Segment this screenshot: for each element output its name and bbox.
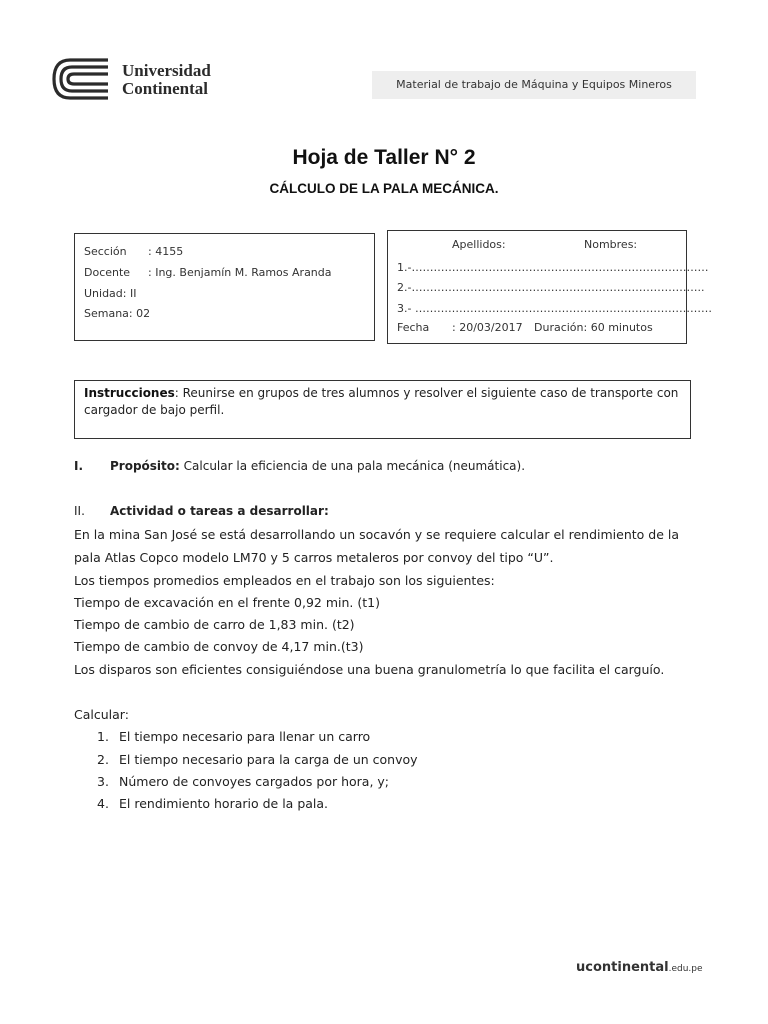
logo-text xyxy=(122,62,211,98)
logo-line1: Universidad xyxy=(122,61,211,80)
calcular-label: Calcular: xyxy=(74,707,129,722)
section2-number: II. xyxy=(74,504,85,518)
calc-item-text: Número de convoyes cargados por hora, y; xyxy=(119,774,390,789)
instructions-box xyxy=(74,380,691,439)
section2-label: Actividad o tareas a desarrollar: xyxy=(110,504,329,518)
calc-item-text: El tiempo necesario para la carga de un convoy xyxy=(119,752,418,767)
students-info-box xyxy=(387,230,712,344)
duracion: Duración: 60 minutos xyxy=(534,321,653,334)
paragraph-line: Los tiempos promedios empleados en el trabajo son los siguientes: xyxy=(74,573,495,588)
student-line-2: 2.-…………………………………………………………………….. xyxy=(397,281,705,294)
section1-label: Propósito: xyxy=(110,459,180,473)
seccion-value: : 4155 xyxy=(148,245,184,258)
material-header-bar: Material de trabajo de Máquina y Equipos Mineros xyxy=(372,71,696,99)
paragraph-line: pala Atlas Copco modelo LM70 y 5 carros metaleros por convoy del tipo “U”. xyxy=(74,550,554,565)
section1-line xyxy=(110,459,525,473)
paragraph-line: Tiempo de excavación en el frente 0,92 min. (t1) xyxy=(74,595,380,610)
unidad: Unidad: II xyxy=(84,287,137,300)
footer-domain: .edu.pe xyxy=(668,964,703,974)
fecha-label: Fecha xyxy=(397,321,430,334)
footer-brand-name: ucontinental xyxy=(576,960,669,975)
footer-brand xyxy=(576,960,703,975)
paragraph-line: Tiempo de cambio de carro de 1,83 min. (t2) xyxy=(74,617,355,632)
paragraph-line: Tiempo de cambio de convoy de 4,17 min.(t3) xyxy=(74,639,364,654)
student-line-3: 3.- ……………………………………………………………………… xyxy=(397,302,712,315)
calc-item-num: 3. xyxy=(97,774,109,789)
section1-text: Calcular la eficiencia de una pala mecánica (neumática). xyxy=(183,459,526,473)
nombres-label: Nombres: xyxy=(584,238,638,251)
fecha-value: : 20/03/2017 xyxy=(452,321,523,334)
section1-number: I. xyxy=(74,459,84,473)
calc-item-num: 4. xyxy=(97,796,109,811)
paragraph-line: En la mina San José se está desarrollando un socavón y se requiere calcular el rendimiento de la xyxy=(74,527,680,542)
logo-line2: Continental xyxy=(122,79,208,98)
calc-item-text: El rendimiento horario de la pala. xyxy=(119,796,329,811)
student-line-1: 1.-……………………………………………………………………… xyxy=(397,261,709,274)
course-info-box xyxy=(74,233,375,341)
seccion-label: Sección xyxy=(84,245,127,258)
apellidos-label: Apellidos: xyxy=(452,238,506,251)
calc-item-text: El tiempo necesario para llenar un carro xyxy=(119,729,371,744)
instructions-text: : Reunirse en grupos de tres alumnos y resolver el siguiente caso de transporte con cargador de bajo perfil. xyxy=(84,386,679,417)
paragraph-line: Los disparos son eficientes consiguiéndose una buena granulometría lo que facilita el carguío. xyxy=(74,662,665,677)
docente-label: Docente xyxy=(84,266,131,279)
instructions-label: Instrucciones xyxy=(84,386,175,400)
docente-value: : Ing. Benjamín M. Ramos Aranda xyxy=(148,266,332,279)
semana: Semana: 02 xyxy=(84,307,151,320)
page-subtitle: CÁLCULO DE LA PALA MECÁNICA. xyxy=(269,181,499,196)
calc-item-num: 1. xyxy=(97,729,109,744)
page-title: Hoja de Taller N° 2 xyxy=(292,146,476,169)
calc-item-num: 2. xyxy=(97,752,109,767)
